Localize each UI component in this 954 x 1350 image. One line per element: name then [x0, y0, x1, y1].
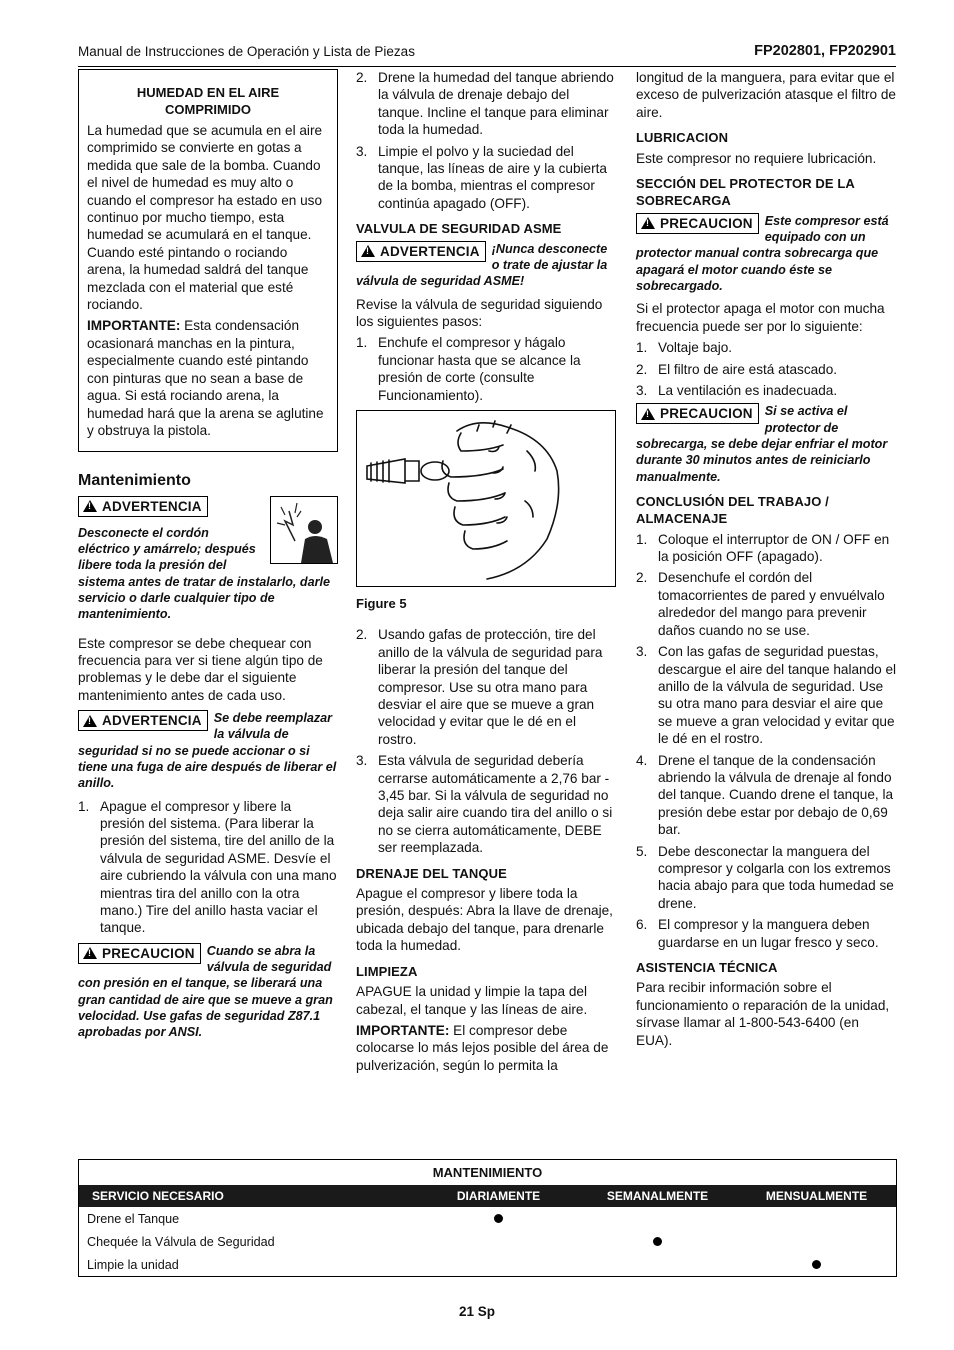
- table-row: [79, 1207, 896, 1230]
- advertencia-badge-3: [356, 241, 486, 262]
- list-item: [636, 569, 898, 639]
- list-item: [78, 798, 338, 937]
- page-header: [78, 42, 896, 67]
- electric-shock-icon: [271, 497, 337, 563]
- overload-text: Si el protector apaga el motor con mucha frecuencia puede ser por lo siguiente:: [636, 301, 885, 334]
- important-text: Esta condensación ocasionará manchas en la pintura, especialmente cuando esté pintando con pinturas que no sean a base de agua. Si está rociando arena, la humedad hará que la arena se aglutine y obstruya la pistola.: [87, 318, 324, 438]
- list-text: Drene el tanque de la condensación abriendo la válvula de drenaje al fondo del tanque. Cuando drene el tanque, la presión debe estar por debajo de 0,69 bar.: [658, 752, 894, 838]
- table-body: [79, 1207, 896, 1276]
- page-number: 21 Sp: [458, 1304, 496, 1319]
- bullet-dot-icon: [494, 1214, 503, 1223]
- list-item: [356, 334, 616, 404]
- list-item: [636, 339, 898, 356]
- valve-steps-a: [356, 334, 616, 404]
- valve-steps-b: [356, 626, 616, 856]
- list-number: 6.: [636, 917, 648, 933]
- list-text: La ventilación es inadecuada.: [658, 382, 838, 398]
- list-item: [356, 143, 616, 213]
- important-label-2: IMPORTANTE:: [356, 1022, 450, 1038]
- warning-block-1: [78, 496, 338, 629]
- caution-text-1: Cuando se abra la válvula de seguridad con presión en el tanque, se liberará una gran cantidad de aire que se mueve a gran velocidad. Use gafas de seguridad Z87.1 aprobadas por ANSI.: [78, 943, 333, 1040]
- list-number: 2.: [356, 70, 368, 85]
- maintenance-steps-1: [78, 798, 338, 937]
- list-number: 2.: [636, 361, 648, 377]
- figure-caption: Figure 5: [356, 595, 407, 611]
- warning-triangle-icon: [83, 500, 97, 512]
- list-text: Coloque el interruptor de ON / OFF en la posición OFF (apagado).: [658, 531, 890, 565]
- hazard-illustration: [270, 496, 338, 564]
- caution-overload-text-2: Si se activa el protector de sobrecarga, se debe dejar enfriar el motor durante 30 minutos antes de reiniciarlo manualmente.: [636, 404, 888, 484]
- list-text: Limpie el polvo y la suciedad del tanque, las líneas de aire y la cubierta de la bomba, mientras el compresor continúa apagado (OFF).: [378, 143, 607, 211]
- precaucion-badge-3: [636, 403, 759, 424]
- list-item: [356, 69, 616, 139]
- moisture-text: La humedad que se acumula en el aire comprimido se convierte en gotas a medida que sale de la bomba. Cuando el nivel de humedad es muy alto o cuando el compresor ha estado en uso continuo por mucho tiempo, esta humedad se acumulará en el tanque. Cuando esté pintando o rociando arena, la humedad saldrá del tanque mezclada con el material que esté rociando.: [87, 123, 323, 313]
- figure-5-image: [356, 410, 616, 587]
- caution-block-1: [78, 943, 338, 1041]
- table-cell-service: Chequée la Válvula de Seguridad: [87, 1234, 275, 1249]
- warning-triangle-icon: [641, 217, 655, 229]
- table-row: [79, 1230, 896, 1253]
- important-label: IMPORTANTE:: [87, 318, 181, 334]
- list-text: Debe desconectar la manguera del compresor y colgarla con los extremos hacia abajo para que toda humedad se drene.: [658, 843, 894, 911]
- advertencia-label: ADVERTENCIA: [102, 498, 202, 514]
- list-text: El filtro de aire está atascado.: [658, 361, 838, 377]
- caution-overload-text-1: Este compresor está equipado con un protector manual contra sobrecarga que apagará el motor cuando éste se sobrecargado.: [636, 213, 889, 294]
- hand-pulling-valve-ring-icon: [357, 411, 615, 586]
- warning-triangle-icon: [83, 947, 97, 959]
- maintenance-steps-2: [356, 69, 616, 212]
- list-item: [636, 843, 898, 913]
- table-header-row: [79, 1185, 896, 1207]
- list-number: 1.: [636, 531, 648, 547]
- heading-lubrication: LUBRICACION: [636, 130, 729, 146]
- table-title: MANTENIMIENTO: [432, 1165, 543, 1180]
- maintenance-intro: Este compresor se debe chequear con frecuencia para ver si tiene algún tipo de problemas y le debe dar el siguiente mantenimiento antes de cada uso.: [78, 635, 323, 703]
- list-number: 4.: [636, 752, 648, 768]
- list-text: Enchufe el compresor y hágalo funcionar hasta que se alcance la presión de corte (consulte Funcionamiento).: [378, 335, 581, 403]
- warning-triangle-icon: [361, 245, 375, 257]
- list-text: Voltaje bajo.: [658, 340, 733, 356]
- list-text: El compresor y la manguera deben guardarse en un lugar fresco y seco.: [658, 917, 879, 950]
- moisture-title-line-2: COMPRIMIDO: [165, 102, 251, 117]
- heading-asme-valve: VALVULA DE SEGURIDAD ASME: [356, 221, 562, 237]
- moisture-box: [78, 69, 338, 452]
- table-cell-service: Limpie la unidad: [87, 1257, 179, 1272]
- cleaning-continued: longitud de la manguera, para evitar que el exceso de pulverización atasque el filtro de aire.: [636, 70, 896, 120]
- column-1: [78, 69, 338, 1047]
- list-item: [636, 382, 898, 399]
- heading-cleaning: LIMPIEZA: [356, 963, 418, 979]
- precaucion-label-3: PRECAUCION: [660, 406, 753, 422]
- heading-tank-drain: DRENAJE DEL TANQUE: [356, 865, 507, 881]
- caution-overload-1: [636, 213, 898, 294]
- warning-text-1: Desconecte el cordón eléctrico y amárrelo; después libere toda la presión del sistema antes de tratar de instalarlo, darle servicio o darle cualquier tipo de mantenimiento.: [78, 525, 330, 622]
- important-text-2: El compresor debe colocarse lo más lejos posible del área de pulverización, según lo permita la: [356, 1022, 609, 1073]
- warning-triangle-icon: [83, 715, 97, 727]
- list-text: Apague el compresor y libere la presión del sistema. (Para liberar la presión del sistema, tire del anillo de la válvula de seguridad ASME. Desvíe el aire cubriendo la válvula con una mano mientras tira del anillo con la otra mano.) Tire del anillo hasta vaciar el tanque.: [100, 798, 337, 936]
- list-number: 5.: [636, 843, 648, 859]
- list-number: 1.: [78, 798, 90, 814]
- precaucion-label-2: PRECAUCION: [660, 215, 753, 231]
- moisture-box-title: [87, 84, 329, 118]
- advertencia-badge: [78, 496, 208, 517]
- list-number: 1.: [356, 335, 368, 351]
- table-header-monthly: MENSUALMENTE: [765, 1189, 868, 1203]
- table-header-daily: DIARIAMENTE: [456, 1189, 541, 1203]
- cleaning-important: [356, 1022, 616, 1074]
- manual-title: Manual de Instrucciones de Operación y Lista de Piezas: [78, 44, 415, 59]
- storage-steps: [636, 531, 898, 951]
- list-text: Desenchufe el cordón del tomacorrientes de pared y envuélvalo alrededor del mango para prevenir daños cuando no se use.: [658, 570, 885, 638]
- precaucion-badge: [78, 943, 201, 964]
- table-cell-frequency: [578, 1235, 737, 1249]
- overload-causes: [636, 339, 898, 399]
- warning-valve-text: ¡Nunca desconecte o trate de ajustar la válvula de seguridad ASME!: [356, 241, 608, 289]
- list-item: [636, 752, 898, 839]
- heading-technical-help: ASISTENCIA TÉCNICA: [636, 960, 778, 975]
- heading-storage: CONCLUSIÓN DEL TRABAJO / ALMACENAJE: [636, 493, 829, 527]
- list-number: 1.: [636, 340, 648, 356]
- list-item: [356, 626, 616, 748]
- table-row: [79, 1253, 896, 1276]
- cleaning-text: APAGUE la unidad y limpie la tapa del cabezal, el tanque y las líneas de aire.: [356, 984, 588, 1017]
- warning-block-2: [78, 710, 338, 791]
- table-cell-frequency: [419, 1212, 578, 1226]
- list-text: Drene la humedad del tanque abriendo la válvula de drenaje debajo del tanque. Incline el tanque para eliminar toda la humedad.: [378, 70, 614, 138]
- column-3: [636, 69, 898, 1053]
- precaucion-badge-2: [636, 213, 759, 234]
- model-numbers: FP202801, FP202901: [754, 43, 896, 59]
- list-number: 2.: [636, 570, 648, 586]
- advertencia-badge-2: [78, 710, 208, 731]
- warning-text-2: Se debe reemplazar la válvula de seguridad si no se puede accionar o si tiene una fuga de aire después de liberar el anillo.: [78, 711, 337, 791]
- warning-triangle-icon: [641, 408, 655, 420]
- list-item: [636, 361, 898, 378]
- list-number: 3.: [636, 382, 648, 398]
- moisture-title-line-1: HUMEDAD EN EL AIRE: [136, 85, 280, 100]
- warning-valve: [356, 241, 616, 290]
- advertencia-label-3: ADVERTENCIA: [380, 243, 480, 259]
- bullet-dot-icon: [812, 1260, 821, 1269]
- table-cell-service: Drene el Tanque: [87, 1211, 180, 1226]
- caution-overload-2: [636, 403, 898, 484]
- table-header-weekly: SEMANALMENTE: [606, 1189, 709, 1203]
- section-title-mantenimiento: Mantenimiento: [78, 472, 191, 490]
- list-item: [356, 752, 616, 856]
- moisture-important: [87, 317, 329, 439]
- bullet-dot-icon: [653, 1237, 662, 1246]
- maintenance-table: [78, 1159, 897, 1277]
- advertencia-label-2: ADVERTENCIA: [102, 713, 202, 729]
- technical-help-text: Para recibir información sobre el funcionamiento o reparación de la unidad, sírvase llamar al 1-800-543-6400 (en EUA).: [636, 980, 890, 1048]
- list-number: 3.: [636, 644, 648, 660]
- list-text: Con las gafas de seguridad puestas, descargue el aire del tanque halando el anillo de la válvula de seguridad. Use su otra mano para desviar el aire que se mueve a gran velocidad y evitar que le dé en el rostro.: [658, 644, 897, 747]
- list-number: 3.: [356, 753, 368, 769]
- list-item: [636, 643, 898, 747]
- list-text: Usando gafas de protección, tire del anillo de la válvula de seguridad para liberar la presión del tanque del compresor. Use su otra mano para desviar el aire que se mueve a gran velocidad y evitar que le dé en el rostro.: [378, 627, 603, 747]
- heading-overload: SECCIÓN DEL PROTECTOR DE LA SOBRECARGA: [636, 176, 855, 209]
- list-item: [636, 531, 898, 566]
- precaucion-label: PRECAUCION: [102, 945, 195, 961]
- lubrication-text: Este compresor no requiere lubricación.: [636, 150, 877, 166]
- list-number: 2.: [356, 627, 368, 643]
- list-number: 3.: [356, 143, 368, 159]
- list-text: Esta válvula de seguridad debería cerrarse automáticamente a 2,76 bar - 3,45 bar. Si la válvula de seguridad no deja salir aire cuando tira del anillo o si no se cierra automáticamente, DEBE ser reemplazada.: [378, 753, 613, 856]
- drain-text: Apague el compresor y libere toda la presión, después: Abra la llave de drenaje, ubicada debajo del tanque, para drenarle toda la humedad.: [356, 886, 613, 954]
- table-cell-frequency: [737, 1258, 896, 1272]
- list-item: [636, 916, 898, 951]
- column-2: [356, 69, 616, 1078]
- table-header-service: SERVICIO NECESARIO: [92, 1189, 224, 1203]
- valve-intro: Revise la válvula de seguridad siguiendo los siguientes pasos:: [356, 296, 603, 329]
